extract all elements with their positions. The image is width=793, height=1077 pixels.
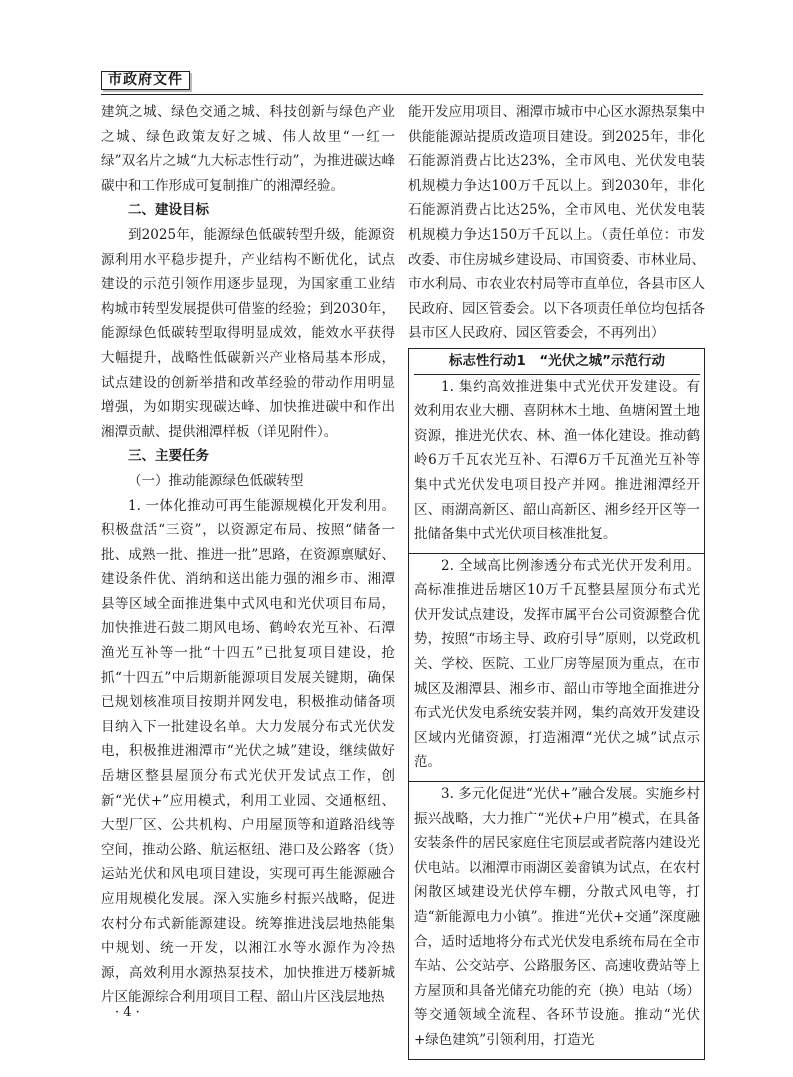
intro-paragraph: 建筑之城、绿色交通之城、科技创新与绿色产业之城、绿色政策友好之城、伟人故里“一红一绿”双名片之城“九大标志性行动”，为推进碳达峰碳中和工作形成可复制推广的湘潭经验。 — [101, 104, 395, 194]
document-header — [101, 72, 703, 88]
left-column — [101, 100, 395, 1010]
action-item-3: 3. 多元化促进“光伏+”融合发展。实施乡村振兴战略，大力推广“光伏+户用”模式，在具备安装条件的居民家庭住宅顶层或者院落内建设光伏电站。以湘潭市雨湖区姜畲镇为试点，在农村闲散区域建设光伏停车棚，分散式风电等，打造“新能源电力小镇”。推进“光伏+交通”深度融合，适时适地将分布式光伏发电系统布局在全市车站、公交站亭、公路服务区、高速收费站等上方屋顶和具备光储充功能的充（换）电站（场）等交通领域全流程、各环节设施。推动“光伏+绿色建筑”引领利用，打造光 — [414, 786, 700, 1048]
action-box-title: 标志性行动1 “光伏之城”示范行动 — [414, 349, 700, 375]
action-item-2: 2. 全域高比例渗透分布式光伏开发利用。高标准推进岳塘区10万千瓦整县屋顶分布式光伏开发试点建设，发挥市属平台公司资源整合优势，按照“市场主导、政府引导”原则，以党政机关、学校、医院、工业厂房等屋顶为重点，在市城区及湘潭县、湘乡市、韶山市等地全面推进分布式光伏发电系统安装并网，集约高效开发建设区域内光储资源，打造湘潭“光伏之城”试点示范。 — [409, 554, 704, 782]
header-rule — [101, 94, 703, 95]
task1-paragraph: 1. 一体化推动可再生能源规模化开发利用。积极盘活“三资”，以资源定布局、按照“储备一批、成熟一批、推进一批”思路，在资源禀赋好、建设条件优、消纳和送出能力强的湘乡市、湘潭县等区域全面推进集中式风电和光伏项目布局，加快推进石鼓二期风电场、鹤岭农光互补、石潭渔光互补等一批“十四五”已批复项目建设，抢抓“十四五”中后期新能源项目发展关键期，确保已规划核准项目按期并网发电，积极推动储备项目纳入下一批建设名单。大力发展分布式光伏发电，积极推进湘潭市“光伏之城”建设，继续做好岳塘区整县屋顶分布式光伏开发试点工作，创新“光伏+”应用模式，利用工业园、交通枢纽、大型厂区、公共机构、户用屋顶等和道路沿线等空间，推动公路、航运枢纽、港口及公路客（货）运站光伏和风电项目建设，实现可再生能源融合应用规模化发展。深入实施乡村振兴战略，促进农村分布式新能源建设。统筹推进浅层地热能集中规划、统一开发，以湘江水等水源作为冷热源，高效利用水源热泵技术，加快推进万楼新城片区能源综合利用项目工程、韶山片区浅层地热 — [101, 497, 395, 1006]
goals-paragraph: 到2025年，能源绿色低碳转型升级，能源资源利用水平稳步提升，产业结构不断优化，试点建设的示范引领作用逐步显现，为国家重工业结构城市转型发展提供可借鉴的经验；到2030年，能源绿色低碳转型取得明显成效，能效水平获得大幅提升，战略性低碳新兴产业格局基本形成，试点建设的创新举措和改革经验的带动作用明显增强，为如期实现碳达峰、加快推进碳中和作出湘潭贡献、提供湘潭样板（详见附件）。 — [101, 226, 395, 440]
action-item-1: 1. 集约高效推进集中式光伏开发建设。有效利用农业大棚、喜阴林木土地、鱼塘闲置土地资源，推进光伏农、林、渔一体化建设。推动鹤岭6万千瓦农光互补、石潭6万千瓦渔光互补等集中式光伏发电项目投产并网。推进湘潭经开区、雨湖高新区、韶山高新区、湘乡经开区等一批储备集中式光伏项目核准批复。 — [409, 375, 704, 554]
continued-paragraph: 能开发应用项目、湘潭市城市中心区水源热泵集中供能能源站提质改造项目建设。到2025年，非化石能源消费占比达23%，全市风电、光伏发电装机规模力争达100万千瓦以上。到2030年，非化石能源消费占比达25%，全市风电、光伏发电装机规模力争达150万千瓦以上。（责任单位：市发改委、市住房城乡建设局、市国资委、市林业局、市水利局、市农业农村局等市直单位，各县市区人民政府、园区管委会。以下各项责任单位均包括各县市区人民政府、园区管委会，不再列出） — [408, 104, 705, 342]
header-tag: 市政府文件 — [101, 71, 190, 90]
section-heading-tasks: 三、主要任务 — [128, 448, 209, 465]
action-box — [408, 348, 705, 1060]
section-heading-goals: 二、建设目标 — [128, 202, 209, 219]
subsection-heading: （一）推动能源绿色低碳转型 — [128, 472, 304, 489]
page-number: · 4 · — [115, 1005, 140, 1020]
right-column — [408, 100, 705, 1060]
